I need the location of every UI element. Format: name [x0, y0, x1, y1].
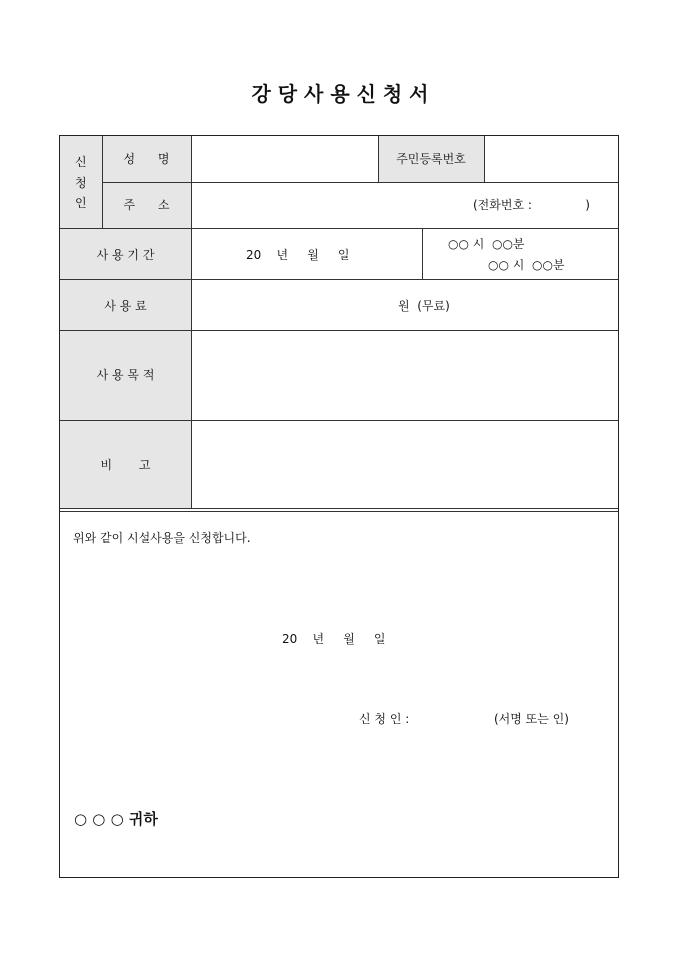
- applicant-sign-label: 신 청 인 :: [359, 712, 410, 726]
- col-divider: [102, 136, 103, 228]
- usage-time-start[interactable]: ○○ 시 ○○분: [448, 237, 525, 251]
- row-divider: [60, 279, 618, 280]
- remarks-field[interactable]: [192, 421, 617, 507]
- fee-value: 원 (무료): [398, 299, 450, 313]
- fee-label: 사 용 료: [104, 299, 147, 313]
- id-number-label: 주민등록번호: [396, 152, 466, 166]
- name-field[interactable]: [192, 137, 377, 181]
- remarks-label: 비 고: [100, 458, 151, 472]
- application-form: [59, 135, 619, 878]
- usage-period-label: 사 용 기 간: [96, 248, 155, 262]
- recipient-line: ○ ○ ○ 귀하: [74, 810, 158, 828]
- row-divider: [60, 228, 618, 229]
- applicant-group-label-2: 청: [75, 176, 87, 190]
- signature-field[interactable]: [430, 706, 490, 730]
- name-label: 성 명: [123, 152, 170, 166]
- row-divider: [60, 508, 618, 509]
- phone-note: (전화번호 : ): [473, 198, 590, 212]
- col-divider: [422, 228, 423, 279]
- address-label: 주 소: [123, 198, 170, 212]
- usage-date[interactable]: 20 년 월 일: [246, 248, 350, 262]
- usage-time-end[interactable]: ○○ 시 ○○분: [488, 258, 565, 272]
- signature-note: (서명 또는 인): [494, 712, 569, 726]
- form-title: 강 당 사 용 신 청 서: [251, 82, 429, 106]
- id-number-field[interactable]: [485, 137, 617, 181]
- purpose-field[interactable]: [192, 331, 617, 419]
- declaration-text: 위와 같이 시설사용을 신청합니다.: [73, 531, 251, 545]
- row-divider-double: [60, 511, 618, 512]
- purpose-label: 사 용 목 적: [96, 368, 155, 382]
- signing-date: 20 년 월 일: [282, 632, 386, 646]
- applicant-group-label-3: 인: [75, 196, 87, 210]
- applicant-group-label-1: 신: [75, 155, 87, 169]
